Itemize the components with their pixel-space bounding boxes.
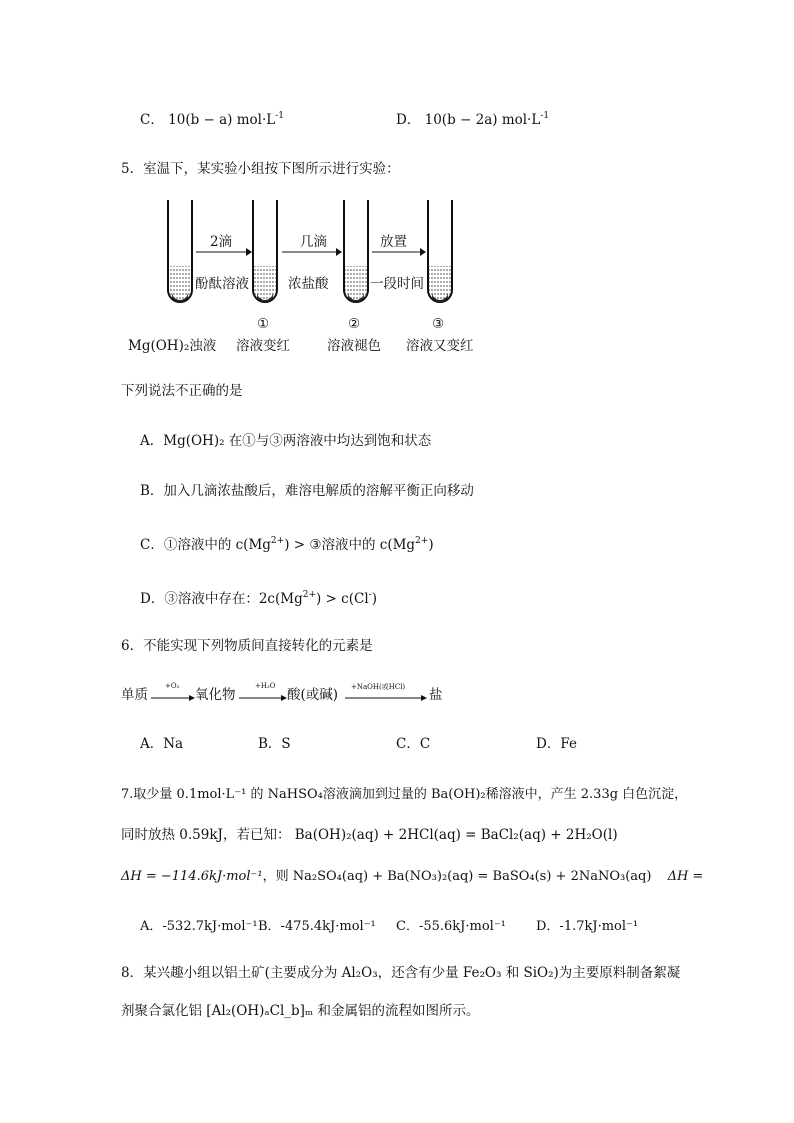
q5-option-d: [140, 586, 377, 608]
q5-option-c-charge2: 2+: [415, 536, 429, 546]
chain-arrow-2: [239, 694, 287, 702]
q5-option-c-part1: C．①溶液中的 c(Mg: [140, 537, 271, 553]
q5-option-d-part2: ) > c(Cl: [316, 591, 369, 607]
q8-line2-pre: 剂聚合氯化铝: [121, 1003, 202, 1019]
step2-top-label: 几滴: [300, 234, 327, 250]
step3-top-label: 放置: [380, 234, 407, 250]
test-tube-1: [253, 200, 277, 302]
test-tube-3: [428, 200, 452, 302]
q6-option-d: D．Fe: [536, 736, 577, 752]
chain-item-salt: 盐: [429, 687, 443, 703]
test-tube-0: [168, 200, 192, 302]
tube1-number: ①: [257, 316, 270, 332]
q7-option-c: C．-55.6kJ·mol⁻¹: [396, 919, 506, 934]
q7-line2-equation: Ba(OH)₂(aq) + 2HCl(aq) = BaCl₂(aq) + 2H₂O(l): [294, 827, 618, 843]
q4-option-d-unit: mol·L: [501, 112, 541, 128]
chain-item-elemental: 单质: [121, 687, 148, 703]
q4-option-c: [140, 107, 284, 129]
q7-delta-h: ΔH = −114.6kJ·mol⁻¹: [121, 869, 263, 884]
tube3-number: ③: [432, 316, 445, 332]
q7-line3: [121, 868, 703, 886]
q4-option-c-unit: mol·L: [236, 112, 276, 128]
tube1-label: 溶液变红: [236, 338, 290, 354]
tube3-label: 溶液又变红: [406, 338, 474, 354]
q8-line1: 8．某兴趣小组以铝土矿(主要成分为 Al₂O₃，还含有少量 Fe₂O₃ 和 SiO₂)为主要原料制备絮凝: [121, 965, 681, 981]
step1-top-label: 2滴: [210, 234, 233, 250]
q5-option-c: [140, 532, 434, 554]
test-tube-diagram: [122, 192, 502, 362]
q5-option-c-part3: ): [428, 537, 434, 553]
q6-option-b: B．S: [258, 736, 291, 752]
q5-option-d-charge1: 2+: [302, 590, 316, 600]
q5-option-a: A．Mg(OH)₂ 在①与③两溶液中均达到饱和状态: [140, 433, 432, 449]
q4-option-d-label: D．: [396, 112, 421, 128]
q7-option-b: B．-475.4kJ·mol⁻¹: [258, 919, 376, 934]
tube2-number: ②: [348, 316, 361, 332]
arrow3-label: +NaOH(或HCl): [351, 683, 406, 691]
arrow2-label: +H₂O: [255, 682, 276, 690]
chain-arrow-3: [345, 694, 427, 702]
tube2-label: 溶液褪色: [327, 338, 381, 354]
chain-item-acid-base: 酸(或碱): [287, 687, 339, 703]
q4-option-c-exp: -1: [275, 111, 285, 121]
step3-bottom-label: 一段时间: [370, 276, 424, 292]
q5-option-c-charge1: 2+: [270, 536, 285, 546]
chain-item-oxide: 氧化物: [195, 687, 236, 703]
q7-line2: [121, 826, 618, 844]
q7-line3-text: ，则: [262, 869, 289, 884]
q4-option-d-exp: -1: [540, 111, 550, 121]
q7-option-d: D．-1.7kJ·mol⁻¹: [536, 919, 639, 934]
q5-option-d-part3: ): [371, 591, 377, 607]
q5-question: 下列说法不正确的是: [121, 383, 243, 399]
q8-line2-post: 和金属铝的流程如图所示。: [317, 1003, 480, 1019]
q6-option-a: A．Na: [140, 736, 184, 752]
q8-line2-formula: [Al₂(OH)ₐCl_b]ₘ: [206, 1003, 314, 1019]
q4-option-d-expr: 10(b − 2a): [424, 112, 498, 128]
step2-bottom-label: 浓盐酸: [288, 276, 329, 292]
q4-option-d: [396, 107, 549, 129]
test-tube-2: [344, 200, 368, 302]
q5-option-d-part1: D．③溶液中存在：2c(Mg: [140, 591, 303, 607]
arrow1-label: +O₂: [165, 682, 180, 690]
q7-delta-h-blank: ΔH =: [667, 869, 704, 884]
q7-line1: 7.取少量 0.1mol·L⁻¹ 的 NaHSO₄溶液滴加到过量的 Ba(OH)₂稀溶液中，产生 2.33g 白色沉淀，: [121, 787, 688, 802]
q7-line3-equation: Na₂SO₄(aq) + Ba(NO₃)₂(aq) = BaSO₄(s) + 2NaNO₃(aq): [292, 869, 652, 884]
q7-line2-text: 同时放热 0.59kJ，若已知：: [121, 827, 291, 843]
tube0-label: Mg(OH)₂浊液: [128, 338, 217, 354]
q5-option-b: B．加入几滴浓盐酸后，难溶电解质的溶解平衡正向移动: [140, 483, 474, 499]
q5-option-c-part2: ) > ③溶液中的 c(Mg: [284, 537, 416, 553]
chain-arrow-1: [151, 694, 195, 702]
q7-option-a: A．-532.7kJ·mol⁻¹: [140, 919, 258, 934]
q4-option-c-label: C．: [140, 112, 164, 128]
step1-bottom-label: 酚酞溶液: [195, 276, 249, 292]
q6-stem: 6．不能实现下列物质间直接转化的元素是: [121, 638, 373, 654]
q4-option-c-expr: 10(b − a): [168, 112, 233, 128]
q5-stem: 5．室温下，某实验小组按下图所示进行实验：: [121, 161, 400, 177]
q5-option-d-charge2: -: [368, 590, 372, 600]
q8-line2: [121, 1002, 480, 1020]
q6-conversion-chain: [121, 680, 481, 710]
q6-option-c: C．C: [396, 736, 431, 752]
